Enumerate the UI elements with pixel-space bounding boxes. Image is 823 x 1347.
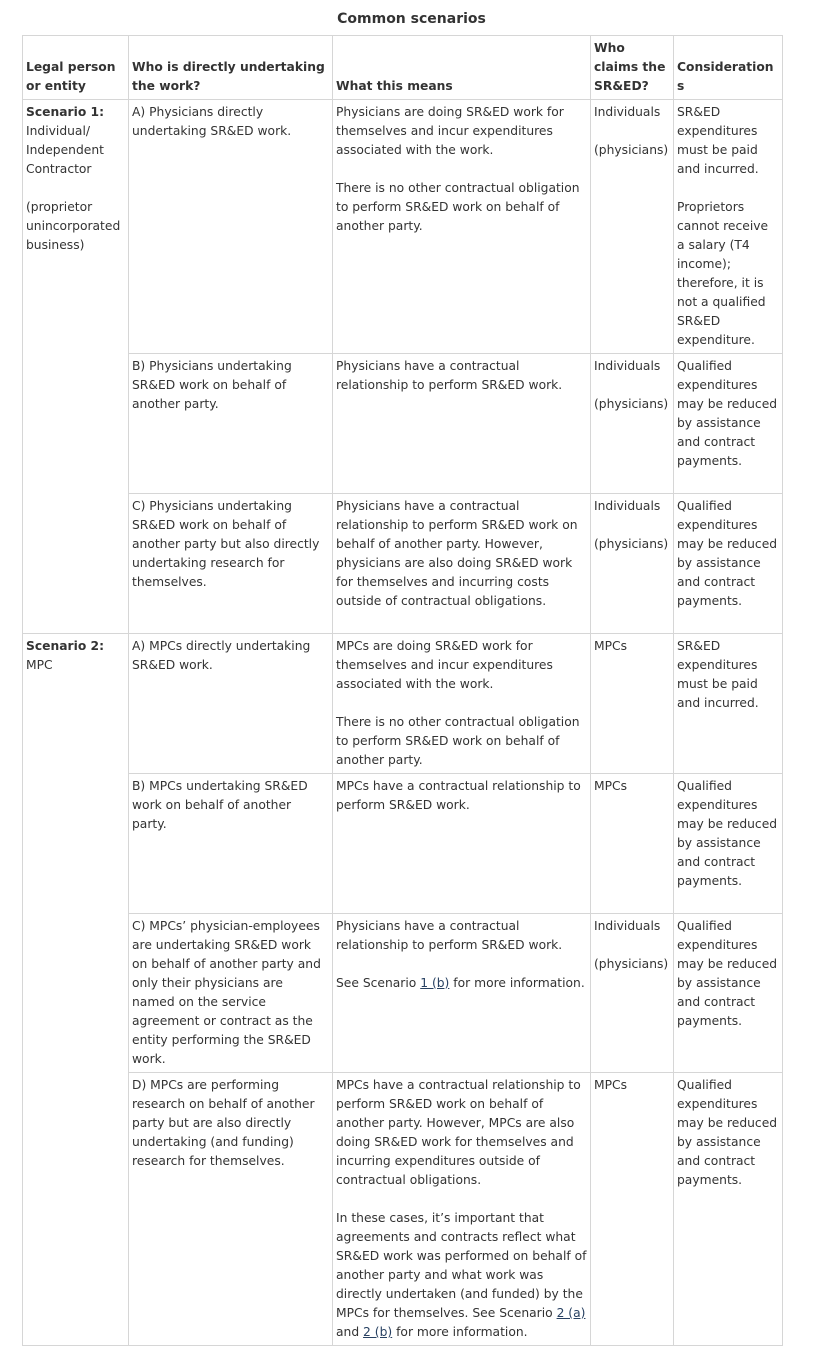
header-considerations: Considerations: [674, 36, 783, 100]
scenario-1c-who: C) Physicians undertaking SR&ED work on behalf of another party but also directly undertaking research for themselves.: [129, 494, 333, 634]
header-who-undertakes: Who is directly undertaking the work?: [129, 36, 333, 100]
scenario-2a-considerations: SR&ED expenditures must be paid and incurred.: [674, 634, 783, 774]
link-scenario-1b[interactable]: 1 (b): [420, 976, 450, 990]
table-row: [23, 100, 783, 354]
table-row: [23, 494, 783, 634]
table-row: [23, 774, 783, 914]
scenario-2b-means: MPCs have a contractual relationship to perform SR&ED work.: [333, 774, 591, 914]
scenario-2-entity-cell: [23, 634, 129, 1346]
table-caption: Common scenarios: [337, 11, 486, 27]
scenario-1-entity: Individual/ Independent Contractor: [26, 124, 104, 176]
scenario-2c-who: C) MPCs’ physician-employees are undertaking SR&ED work on behalf of another party and only their physicians are named on the service agreement or contract as the entity performing the SR&ED work.: [129, 914, 333, 1073]
table-row: [23, 354, 783, 494]
table-row: [23, 634, 783, 774]
scenario-1c-claims: Individuals (physicians): [591, 494, 674, 634]
link-scenario-2a[interactable]: 2 (a): [556, 1306, 586, 1320]
scenario-2c-means: Physicians have a contractual relationship to perform SR&ED work. See Scenario 1 (b) for more information.: [333, 914, 591, 1073]
scenario-2-entity: MPC: [26, 658, 53, 672]
scenario-1a-claims: Individuals (physicians): [591, 100, 674, 354]
scenario-1b-means: Physicians have a contractual relationship to perform SR&ED work.: [333, 354, 591, 494]
scenario-1b-claims: Individuals (physicians): [591, 354, 674, 494]
scenario-2b-considerations: Qualified expenditures may be reduced by assistance and contract payments.: [674, 774, 783, 914]
scenario-2d-who: D) MPCs are performing research on behalf of another party but are also directly undertaking (and funding) research for themselves.: [129, 1073, 333, 1346]
common-scenarios-table: [22, 35, 783, 1346]
scenario-1a-who: A) Physicians directly undertaking SR&ED work.: [129, 100, 333, 354]
scenario-2c-considerations: Qualified expenditures may be reduced by assistance and contract payments.: [674, 914, 783, 1073]
scenario-2c-claims: Individuals (physicians): [591, 914, 674, 1073]
scenario-2a-who: A) MPCs directly undertaking SR&ED work.: [129, 634, 333, 774]
scenario-1b-considerations: Qualified expenditures may be reduced by assistance and contract payments.: [674, 354, 783, 494]
scenario-1-note: (proprietor unincorporated business): [26, 200, 121, 252]
scenario-1c-considerations: Qualified expenditures may be reduced by assistance and contract payments.: [674, 494, 783, 634]
header-legal-entity: Legal person or entity: [23, 36, 129, 100]
scenario-2a-means: MPCs are doing SR&ED work for themselves and incur expenditures associated with the work. There is no other contractual obligation to perform SR&ED work on behalf of another party.: [333, 634, 591, 774]
scenario-1a-means: Physicians are doing SR&ED work for themselves and incur expenditures associated with the work. There is no other contractual obligation to perform SR&ED work on behalf of another party.: [333, 100, 591, 354]
scenario-2-title: Scenario 2:: [26, 639, 105, 653]
header-who-claims: Who claims the SR&ED?: [591, 36, 674, 100]
header-row: [23, 36, 783, 100]
table-row: [23, 1073, 783, 1346]
scenario-2d-claims: MPCs: [591, 1073, 674, 1346]
scenario-1-title: Scenario 1:: [26, 105, 105, 119]
scenario-2a-claims: MPCs: [591, 634, 674, 774]
scenario-2b-claims: MPCs: [591, 774, 674, 914]
scenario-1-entity-cell: [23, 100, 129, 634]
scenario-1a-considerations: SR&ED expenditures must be paid and incurred. Proprietors cannot receive a salary (T4 income); therefore, it is not a qualified SR&ED expenditure.: [674, 100, 783, 354]
scenario-2b-who: B) MPCs undertaking SR&ED work on behalf of another party.: [129, 774, 333, 914]
table-row: [23, 914, 783, 1073]
scenario-1b-who: B) Physicians undertaking SR&ED work on behalf of another party.: [129, 354, 333, 494]
scenario-2d-considerations: Qualified expenditures may be reduced by assistance and contract payments.: [674, 1073, 783, 1346]
scenario-2d-means: MPCs have a contractual relationship to perform SR&ED work on behalf of another party. However, MPCs are also doing SR&ED work for themselves and incurring expenditures outside of contractual obligations. In these cases, it’s important that agreements and contracts reflect what SR&ED work was performed on behalf of another party and what work was directly undertaken (and funded) by the MPCs for themselves. See Scenario 2 (a) and 2 (b) for more information.: [333, 1073, 591, 1346]
scenario-1c-means: Physicians have a contractual relationship to perform SR&ED work on behalf of another party. However, physicians are also doing SR&ED work for themselves and incurring costs outside of contractual obligations.: [333, 494, 591, 634]
header-what-this-means: What this means: [333, 36, 591, 100]
link-scenario-2b[interactable]: 2 (b): [363, 1325, 393, 1339]
